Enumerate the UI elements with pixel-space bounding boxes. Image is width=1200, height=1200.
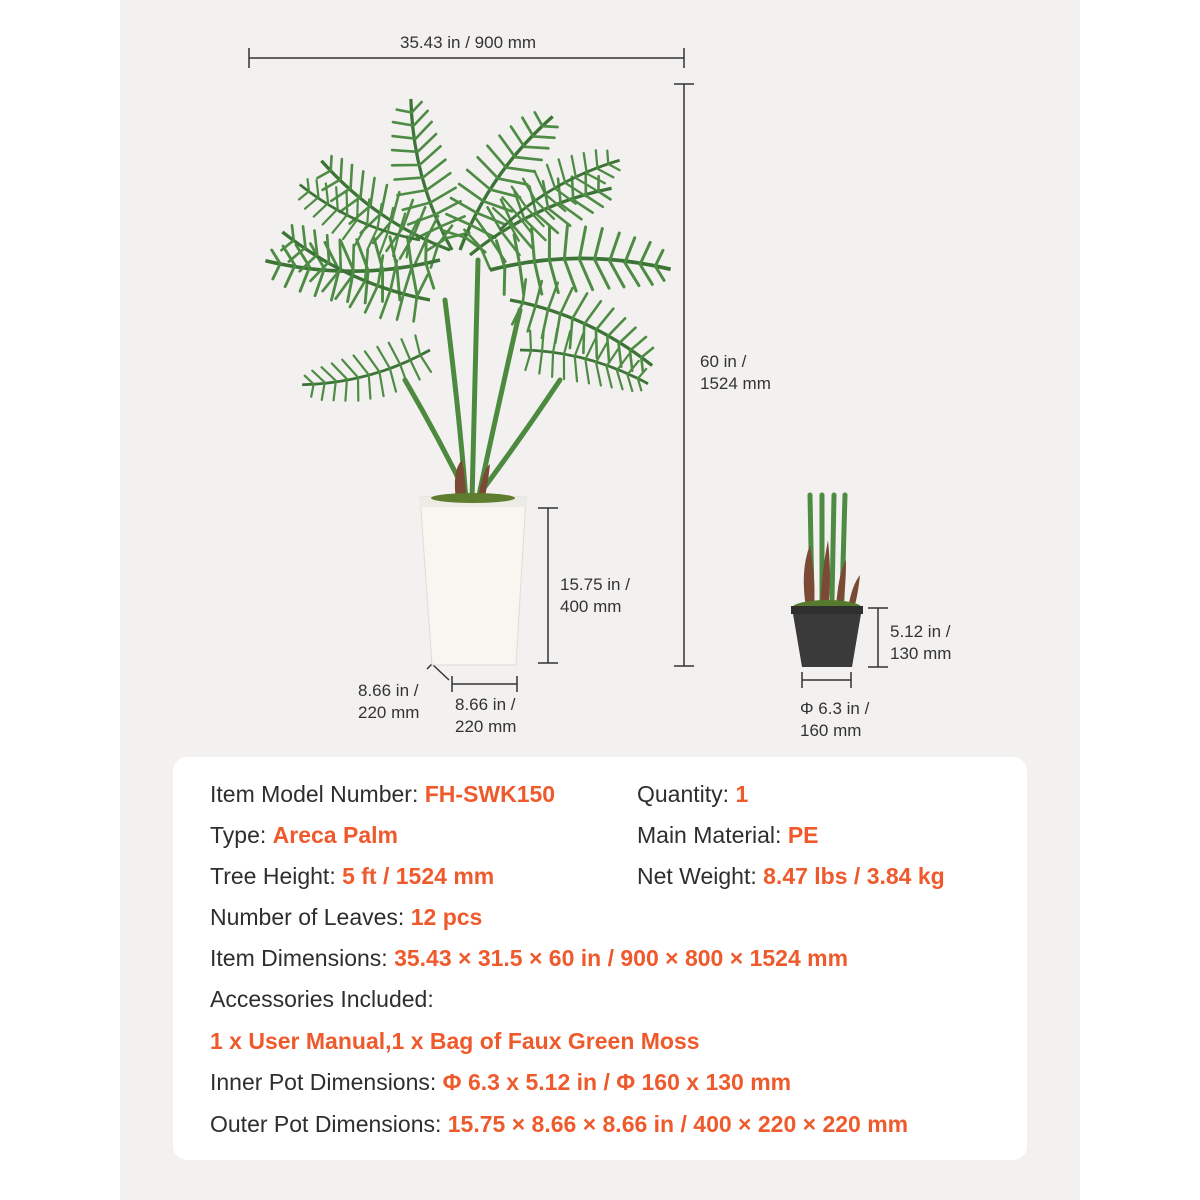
spec-inner-pot-label: Inner Pot Dimensions: — [210, 1069, 443, 1095]
spec-leaves-value: 12 pcs — [410, 904, 483, 930]
inner-pot-height-label-line2: 130 mm — [890, 644, 952, 663]
pot-width-dimension-line — [452, 676, 517, 692]
spec-outer-pot-value: 15.75 × 8.66 × 8.66 in / 400 × 220 × 220 mm — [447, 1111, 909, 1137]
spec-material — [637, 820, 819, 850]
inner-pot-diameter-label-line1: Φ 6.3 in / — [800, 699, 870, 718]
spec-item-dimensions-label: Item Dimensions: — [210, 945, 395, 971]
inner-pot-diameter-dimension-line — [802, 672, 851, 688]
spec-tree-height-value: 5 ft / 1524 mm — [342, 863, 495, 889]
pot-width-label-line2: 220 mm — [455, 717, 517, 736]
spec-accessories-value: 1 x User Manual,1 x Bag of Faux Green Moss — [210, 1028, 700, 1054]
pot-height-label-line1: 15.75 in / — [560, 575, 630, 594]
inner-pot-diameter-label-line2: 160 mm — [800, 721, 862, 740]
spec-type-value: Areca Palm — [272, 822, 398, 848]
spec-accessories — [210, 1026, 700, 1056]
spec-outer-pot — [210, 1109, 908, 1139]
spec-inner-pot — [210, 1067, 791, 1097]
spec-item-dimensions — [210, 943, 848, 973]
inner-pot-height-dimension-line — [868, 608, 888, 667]
height-label-line2: 1524 mm — [700, 374, 771, 393]
spec-leaves — [210, 902, 482, 932]
spec-leaves-label: Number of Leaves: — [210, 904, 411, 930]
spec-model-label: Item Model Number: — [210, 781, 425, 807]
width-label: 35.43 in / 900 mm — [400, 33, 537, 52]
palm-fronds — [264, 93, 672, 421]
pot-height-dimension-line — [538, 508, 558, 663]
pot-depth-label-line2: 220 mm — [358, 703, 420, 722]
spec-type-label: Type: — [210, 822, 273, 848]
pot-depth-label-line1: 8.66 in / — [358, 681, 419, 700]
spec-inner-pot-value: Φ 6.3 x 5.12 in / Φ 160 x 130 mm — [442, 1069, 792, 1095]
spec-outer-pot-label: Outer Pot Dimensions: — [210, 1111, 448, 1137]
height-dimension-line — [674, 84, 694, 666]
spec-model — [210, 779, 555, 809]
height-label-line1: 60 in / — [700, 352, 747, 371]
spec-type — [210, 820, 398, 850]
spec-accessories-label: Accessories Included: — [210, 986, 434, 1012]
inner-pot-height-label-line1: 5.12 in / — [890, 622, 951, 641]
spec-tree-height-label: Tree Height: — [210, 863, 343, 889]
inner-pot-illustration — [791, 495, 863, 667]
pot-height-label-line2: 400 mm — [560, 597, 622, 616]
pot-width-label-line1: 8.66 in / — [455, 695, 516, 714]
spec-quantity — [637, 779, 748, 809]
spec-item-dimensions-value: 35.43 × 31.5 × 60 in / 900 × 800 × 1524 mm — [394, 945, 849, 971]
spec-net-weight-label: Net Weight: — [637, 863, 764, 889]
spec-material-label: Main Material: — [637, 822, 788, 848]
white-square-pot — [420, 493, 526, 665]
spec-net-weight — [637, 861, 945, 891]
spec-quantity-value: 1 — [735, 781, 749, 807]
spec-model-value: FH-SWK150 — [424, 781, 556, 807]
spec-net-weight-value: 8.47 lbs / 3.84 kg — [763, 863, 945, 889]
spec-tree-height — [210, 861, 494, 891]
spec-material-value: PE — [787, 822, 819, 848]
spec-quantity-label: Quantity: — [637, 781, 736, 807]
